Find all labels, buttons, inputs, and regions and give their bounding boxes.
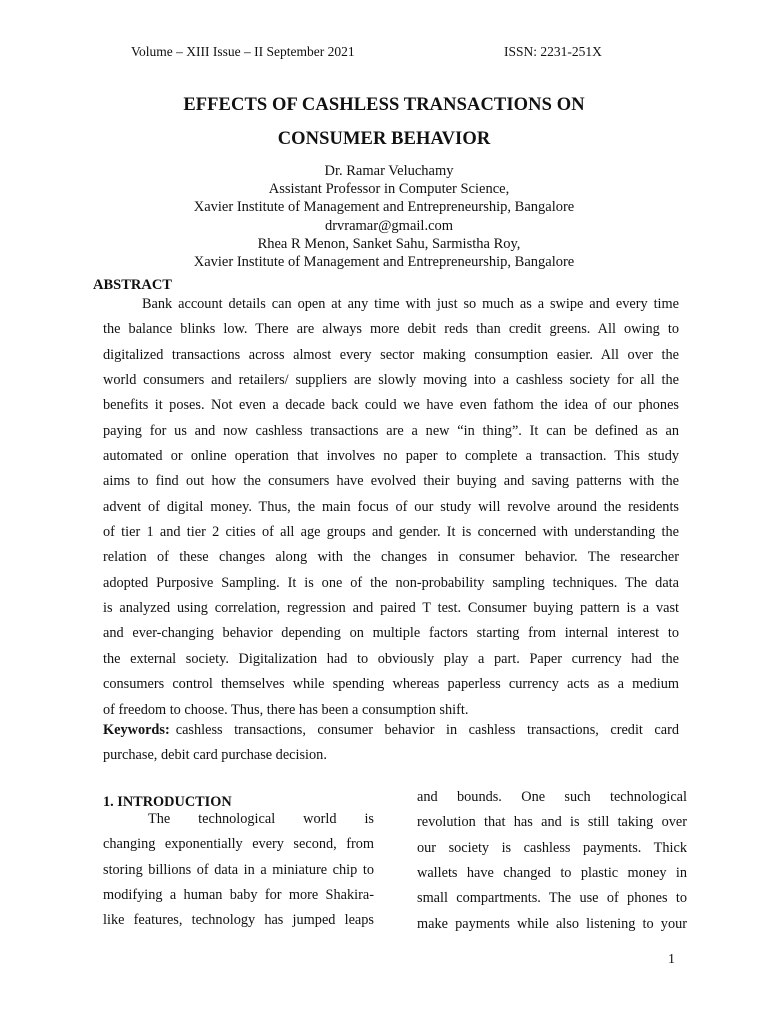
body-line: small compartments. The use of phones to [417, 890, 687, 907]
body-line: changing exponentially every second, from [103, 836, 374, 853]
paper-title-line-2: CONSUMER BEHAVIOR [277, 129, 491, 149]
keywords-line: purchase, debit card purchase decision. [103, 747, 327, 764]
author-affiliation: Xavier Institute of Management and Entrepreneurship, Bangalore [193, 199, 575, 216]
abstract-text [103, 292, 679, 723]
abstract-line: and ever-changing behavior depending on multiple factors starting from internal interest to [103, 625, 679, 642]
body-line: our society is cashless payments. Thick [417, 839, 687, 856]
abstract-line: the balance blinks low. There are always more debit reds than credit greens. All owing to [103, 321, 679, 338]
body-line: revolution that has and is still taking over [417, 814, 687, 831]
introduction-left-column [103, 807, 374, 934]
coauthor-names: Rhea R Menon, Sanket Sahu, Sarmistha Roy, [257, 235, 521, 252]
body-line: like features, technology has jumped leaps [103, 912, 374, 929]
author-block [0, 162, 768, 271]
running-head-issn: ISSN: 2231-251X [504, 44, 602, 59]
abstract-line: relation of these changes along with the changes in consumer behavior. The researcher [103, 549, 679, 566]
abstract-line: automated or online operation that involves no paper to complete a transaction. This study [103, 448, 679, 465]
keywords-block [103, 718, 679, 769]
abstract-line: of freedom to choose. Thus, there has been a consumption shift. [103, 701, 469, 718]
author-position: Assistant Professor in Computer Science, [268, 181, 510, 198]
abstract-line: digitalized transactions across almost every sector making consumption easier. All over the [103, 346, 679, 363]
keywords-line [103, 718, 679, 743]
body-line: storing billions of data in a miniature chip to [103, 861, 374, 878]
abstract-line: benefits it poses. Not even a decade back could we have even fathom the idea of our phones [103, 397, 679, 414]
abstract-line: adopted Purposive Sampling. It is one of the non-probability sampling techniques. The data [103, 574, 679, 591]
body-line: wallets have changed to plastic money in [417, 865, 687, 882]
introduction-heading: 1. INTRODUCTION [103, 794, 232, 810]
keywords-text: cashless transactions, consumer behavior in cashless transactions, credit card [175, 722, 679, 738]
abstract-line: the external society. Digitalization had to obviously play a part. Paper currency had the [103, 650, 679, 667]
abstract-line: consumers control themselves while spending whereas paperless currency acts as a medium [103, 676, 679, 693]
abstract-line: advent of digital money. Thus, the main focus of our study will revolve around the residents [103, 498, 679, 515]
abstract-line: aims to find out how the consumers have evolved their buying and saving patterns with the [103, 473, 679, 490]
abstract-line: Bank account details can open at any time with just so much as a swipe and every time [142, 296, 679, 312]
running-head-volume: Volume – XIII Issue – II September 2021 [131, 44, 355, 59]
abstract-heading: ABSTRACT [93, 277, 172, 293]
keywords-label: Keywords: [103, 722, 170, 738]
abstract-line: world consumers and retailers/ suppliers are slowly moving into a cashless society for all the [103, 372, 679, 389]
body-line: modifying a human baby for more Shakira- [103, 887, 374, 904]
body-line: and bounds. One such technological [417, 789, 687, 805]
body-line: make payments while also listening to your [417, 915, 687, 932]
author-email: drvramar@gmail.com [324, 217, 454, 234]
abstract-line: of tier 1 and tier 2 cities of all age groups and gender. It is concerned with understanding the [103, 524, 679, 541]
author-name: Dr. Ramar Veluchamy [324, 163, 454, 179]
abstract-line: is analyzed using correlation, regression and paired T test. Consumer buying pattern is a vast [103, 600, 679, 617]
abstract-line: paying for us and now cashless transactions are a new “in thing”. It can be defined as an [103, 422, 679, 439]
coauthor-affiliation: Xavier Institute of Management and Entrepreneurship, Bangalore [193, 254, 575, 271]
page-number: 1 [668, 952, 675, 967]
body-line: The technological world is [148, 811, 374, 827]
paper-title-line-1: EFFECTS OF CASHLESS TRANSACTIONS ON [183, 95, 585, 115]
introduction-right-column [417, 785, 687, 937]
